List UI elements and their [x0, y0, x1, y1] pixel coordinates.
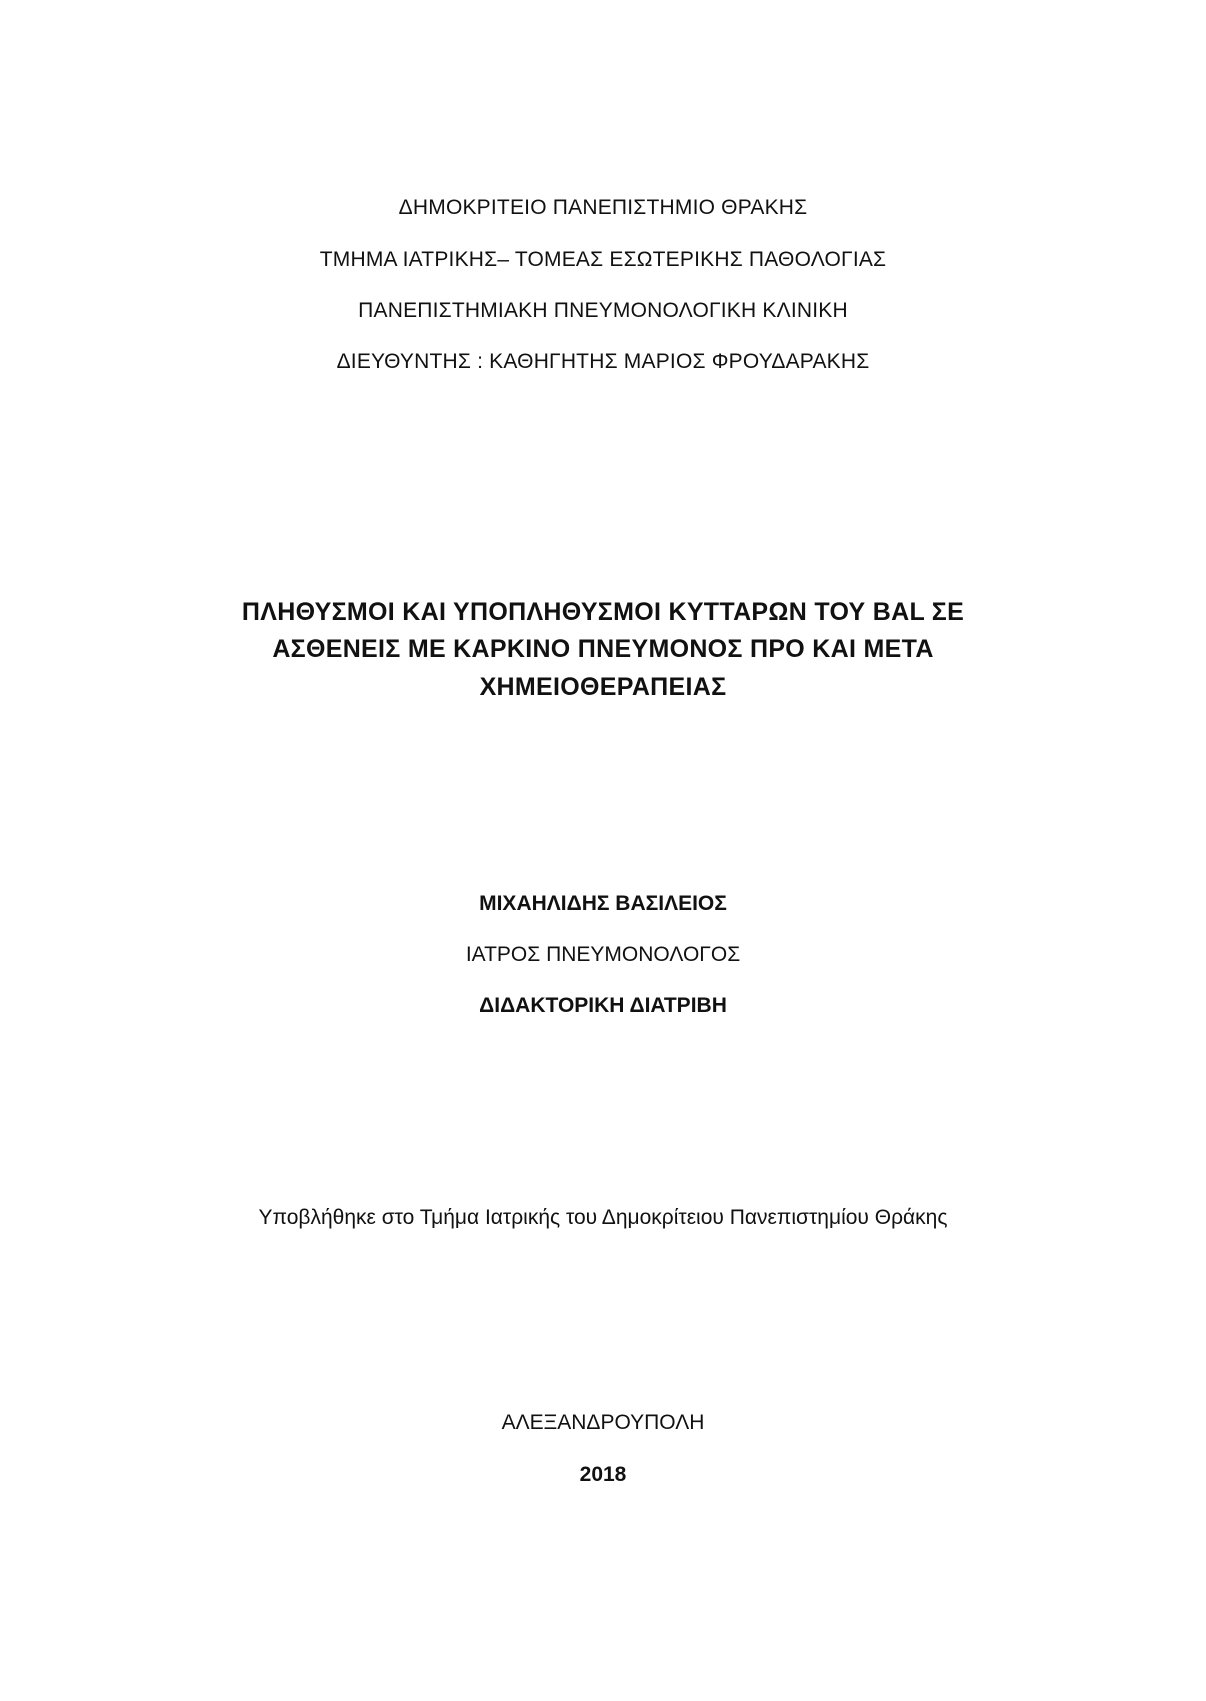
university-name: ΔΗΜΟΚΡΙΤΕΙΟ ΠΑΝΕΠΙΣΤΗΜΙΟ ΘΡΑΚΗΣ — [398, 196, 808, 219]
department-name: ΤΜΗΜΑ ΙΑΤΡΙΚΗΣ– ΤΟΜΕΑΣ ΕΣΩΤΕΡΙΚΗΣ ΠΑΘΟΛΟΓΙΑΣ — [319, 248, 887, 271]
thesis-title-line-2: ΑΣΘΕΝΕΙΣ ΜΕ ΚΑΡΚΙΝΟ ΠΝΕΥΜΟΝΟΣ ΠΡΟ ΚΑΙ ΜΕΤΑ — [272, 635, 934, 663]
document-type: ΔΙΔΑΚΤΟΡΙΚΗ ΔΙΑΤΡΙΒΗ — [479, 994, 727, 1017]
author-name: ΜΙΧΑΗΛΙΔΗΣ ΒΑΣΙΛΕΙΟΣ — [479, 892, 727, 915]
thesis-title-line-3: ΧΗΜΕΙΟΘΕΡΑΠΕΙΑΣ — [479, 673, 727, 701]
submission-statement: Υποβλήθηκε στο Τμήμα Ιατρικής του Δημοκρίτειου Πανεπιστημίου Θράκης — [258, 1206, 948, 1229]
author-profession: ΙΑΤΡΟΣ ΠΝΕΥΜΟΝΟΛΟΓΟΣ — [465, 943, 741, 966]
city-name: ΑΛΕΞΑΝΔΡΟΥΠΟΛΗ — [501, 1411, 705, 1434]
thesis-title-line-1: ΠΛΗΘΥΣΜΟΙ ΚΑΙ ΥΠΟΠΛΗΘΥΣΜΟΙ ΚΥΤΤΑΡΩΝ ΤΟΥ BAL ΣΕ — [241, 598, 965, 626]
clinic-name: ΠΑΝΕΠΙΣΤΗΜΙΑΚΗ ΠΝΕΥΜΟΝΟΛΟΓΙΚΗ ΚΛΙΝΙΚΗ — [358, 299, 848, 322]
director-line: ΔΙΕΥΘΥΝΤΗΣ : ΚΑΘΗΓΗΤΗΣ ΜΑΡΙΟΣ ΦΡΟΥΔΑΡΑΚΗΣ — [336, 350, 870, 373]
year: 2018 — [579, 1463, 627, 1486]
